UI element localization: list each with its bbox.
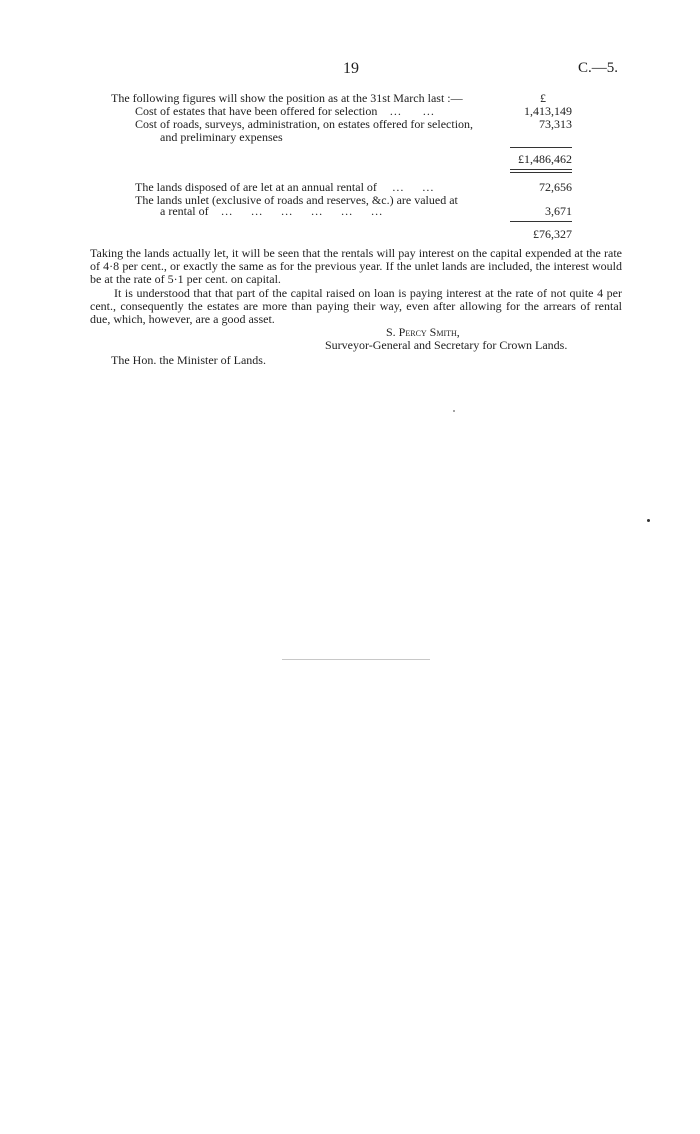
rental-row-label: The lands disposed of are let at an annual rental of … … <box>135 180 434 194</box>
document-code: C.—5. <box>578 60 619 76</box>
signature-name: S. Percy Smith, <box>386 325 460 339</box>
page-number: 19 <box>343 60 359 77</box>
subtotal-rule <box>510 221 572 222</box>
rental-row-value: 72,656 <box>539 180 572 194</box>
faint-rule-artifact <box>282 659 430 660</box>
paragraph <box>90 247 622 286</box>
rental-row-label: The lands unlet (exclusive of roads and reserves, &c.) are valued at <box>135 193 458 207</box>
signature-title: Surveyor-General and Secretary for Crown Lands. <box>325 338 568 352</box>
intro-line: The following figures will show the position as at the 31st March last :— <box>111 91 463 105</box>
cost-row-value: 73,313 <box>539 117 572 131</box>
paragraph <box>90 287 622 326</box>
cost-row-value: 1,413,149 <box>524 104 572 118</box>
paragraph-text: Taking the lands actually let, it will be seen that the rentals will pay interest on the capital expended at the rate of 4·8 per cent., or exactly the same as for the previous year. If the unlet lands are included, the interest would be at the rate of 5·1 per cent. on capital. <box>90 246 622 286</box>
rental-row-value: 3,671 <box>545 204 572 218</box>
rental-row-label-continued: a rental of … … … … … … <box>160 204 383 218</box>
total-double-rule <box>510 169 572 170</box>
currency-heading: £ <box>540 91 546 105</box>
costs-total: £1,486,462 <box>518 152 572 166</box>
scan-dot-artifact <box>453 410 455 412</box>
cost-row-label-continued: and preliminary expenses <box>160 130 283 144</box>
scan-dot-artifact <box>647 519 650 522</box>
paragraph-text: It is understood that that part of the capital raised on loan is paying interest at the rate of not quite 4 per cent., consequently the estates are more than paying their way, even after allowing for the arrears of rental due, which, however, are a good asset. <box>90 286 622 326</box>
rentals-total: £76,327 <box>533 227 572 241</box>
total-double-rule <box>510 172 572 173</box>
cost-row-label: Cost of estates that have been offered for selection … … <box>135 104 435 118</box>
subtotal-rule <box>510 147 572 148</box>
addressee: The Hon. the Minister of Lands. <box>111 353 266 367</box>
cost-row-label: Cost of roads, surveys, administration, on estates offered for selection, <box>135 117 474 131</box>
